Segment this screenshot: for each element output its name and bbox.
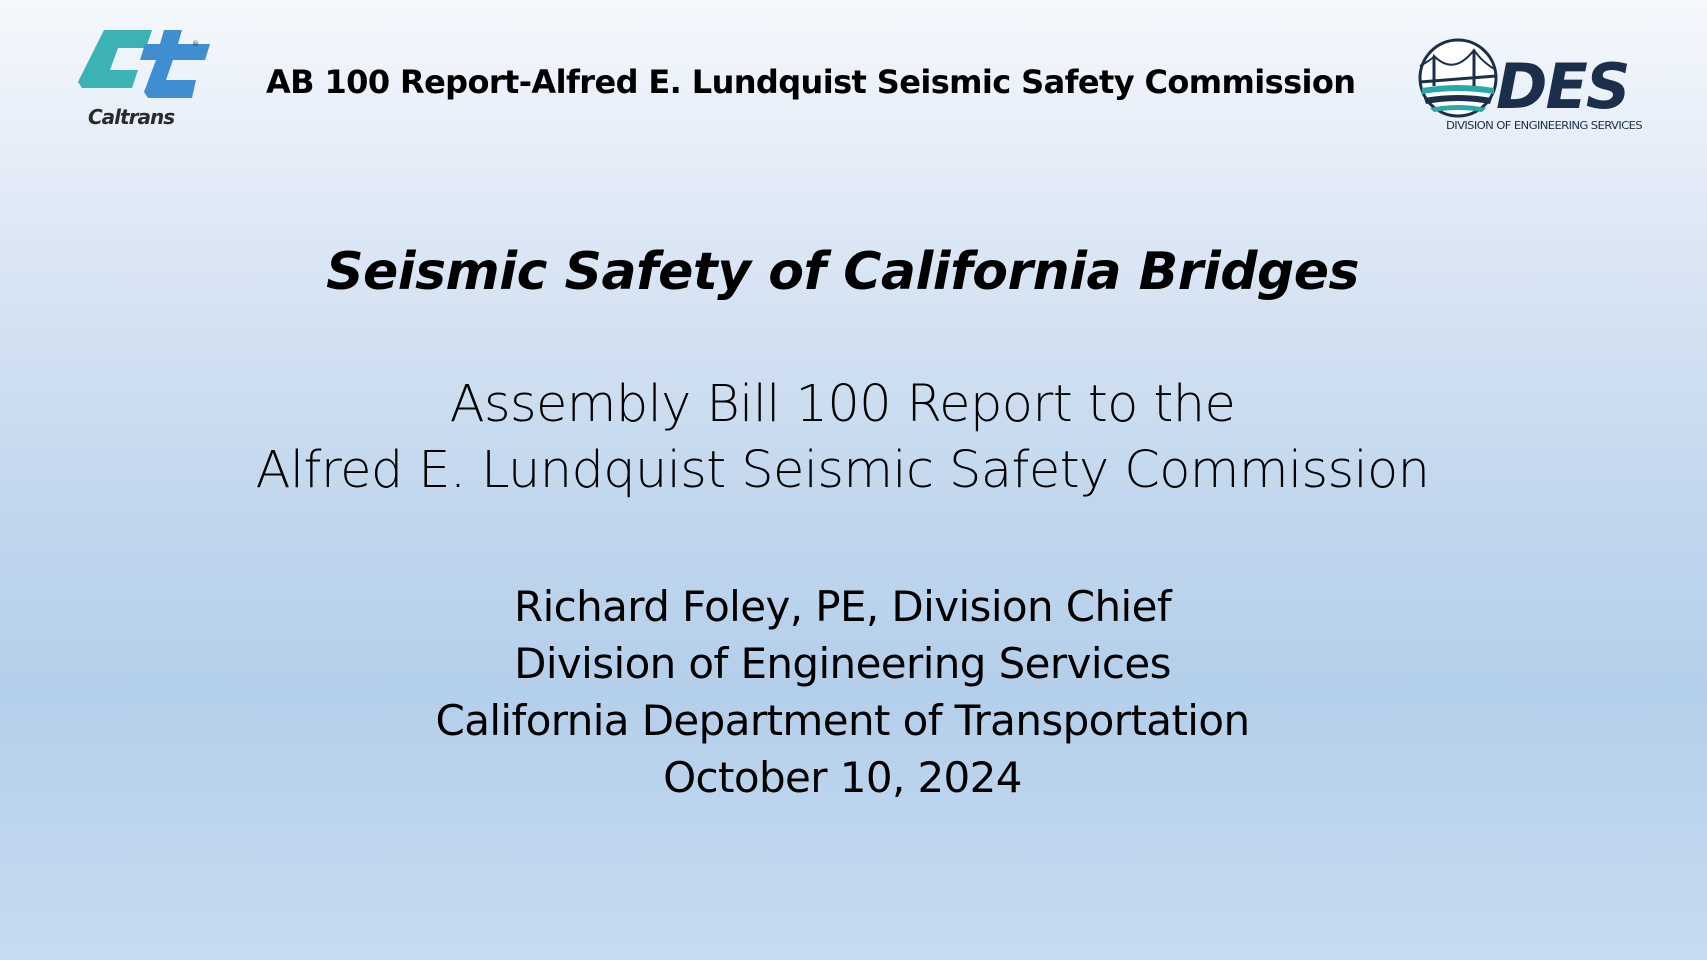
des-caption: DIVISION OF ENGINEERING SERVICES <box>1446 119 1643 132</box>
svg-text:®: ® <box>192 40 199 48</box>
caltrans-logo-icon <box>74 26 214 132</box>
presenter-department: California Department of Transportation <box>435 696 1250 745</box>
header-title: AB 100 Report-Alfred E. Lundquist Seismic Safety Commission <box>266 63 1356 101</box>
des-wordmark: DES <box>1496 50 1629 123</box>
presentation-date: October 10, 2024 <box>663 753 1022 802</box>
presenter-info <box>0 578 1685 806</box>
main-title: Seismic Safety of California Bridges <box>326 242 1359 302</box>
subtitle <box>0 372 1685 504</box>
caltrans-wordmark: Caltrans <box>88 105 175 129</box>
presenter-division: Division of Engineering Services <box>514 639 1171 688</box>
subtitle-line: Alfred E. Lundquist Seismic Safety Commission <box>255 441 1430 500</box>
des-logo-icon <box>1404 36 1662 134</box>
presenter-name: Richard Foley, PE, Division Chief <box>513 582 1172 631</box>
subtitle-line: Assembly Bill 100 Report to the <box>449 375 1236 434</box>
